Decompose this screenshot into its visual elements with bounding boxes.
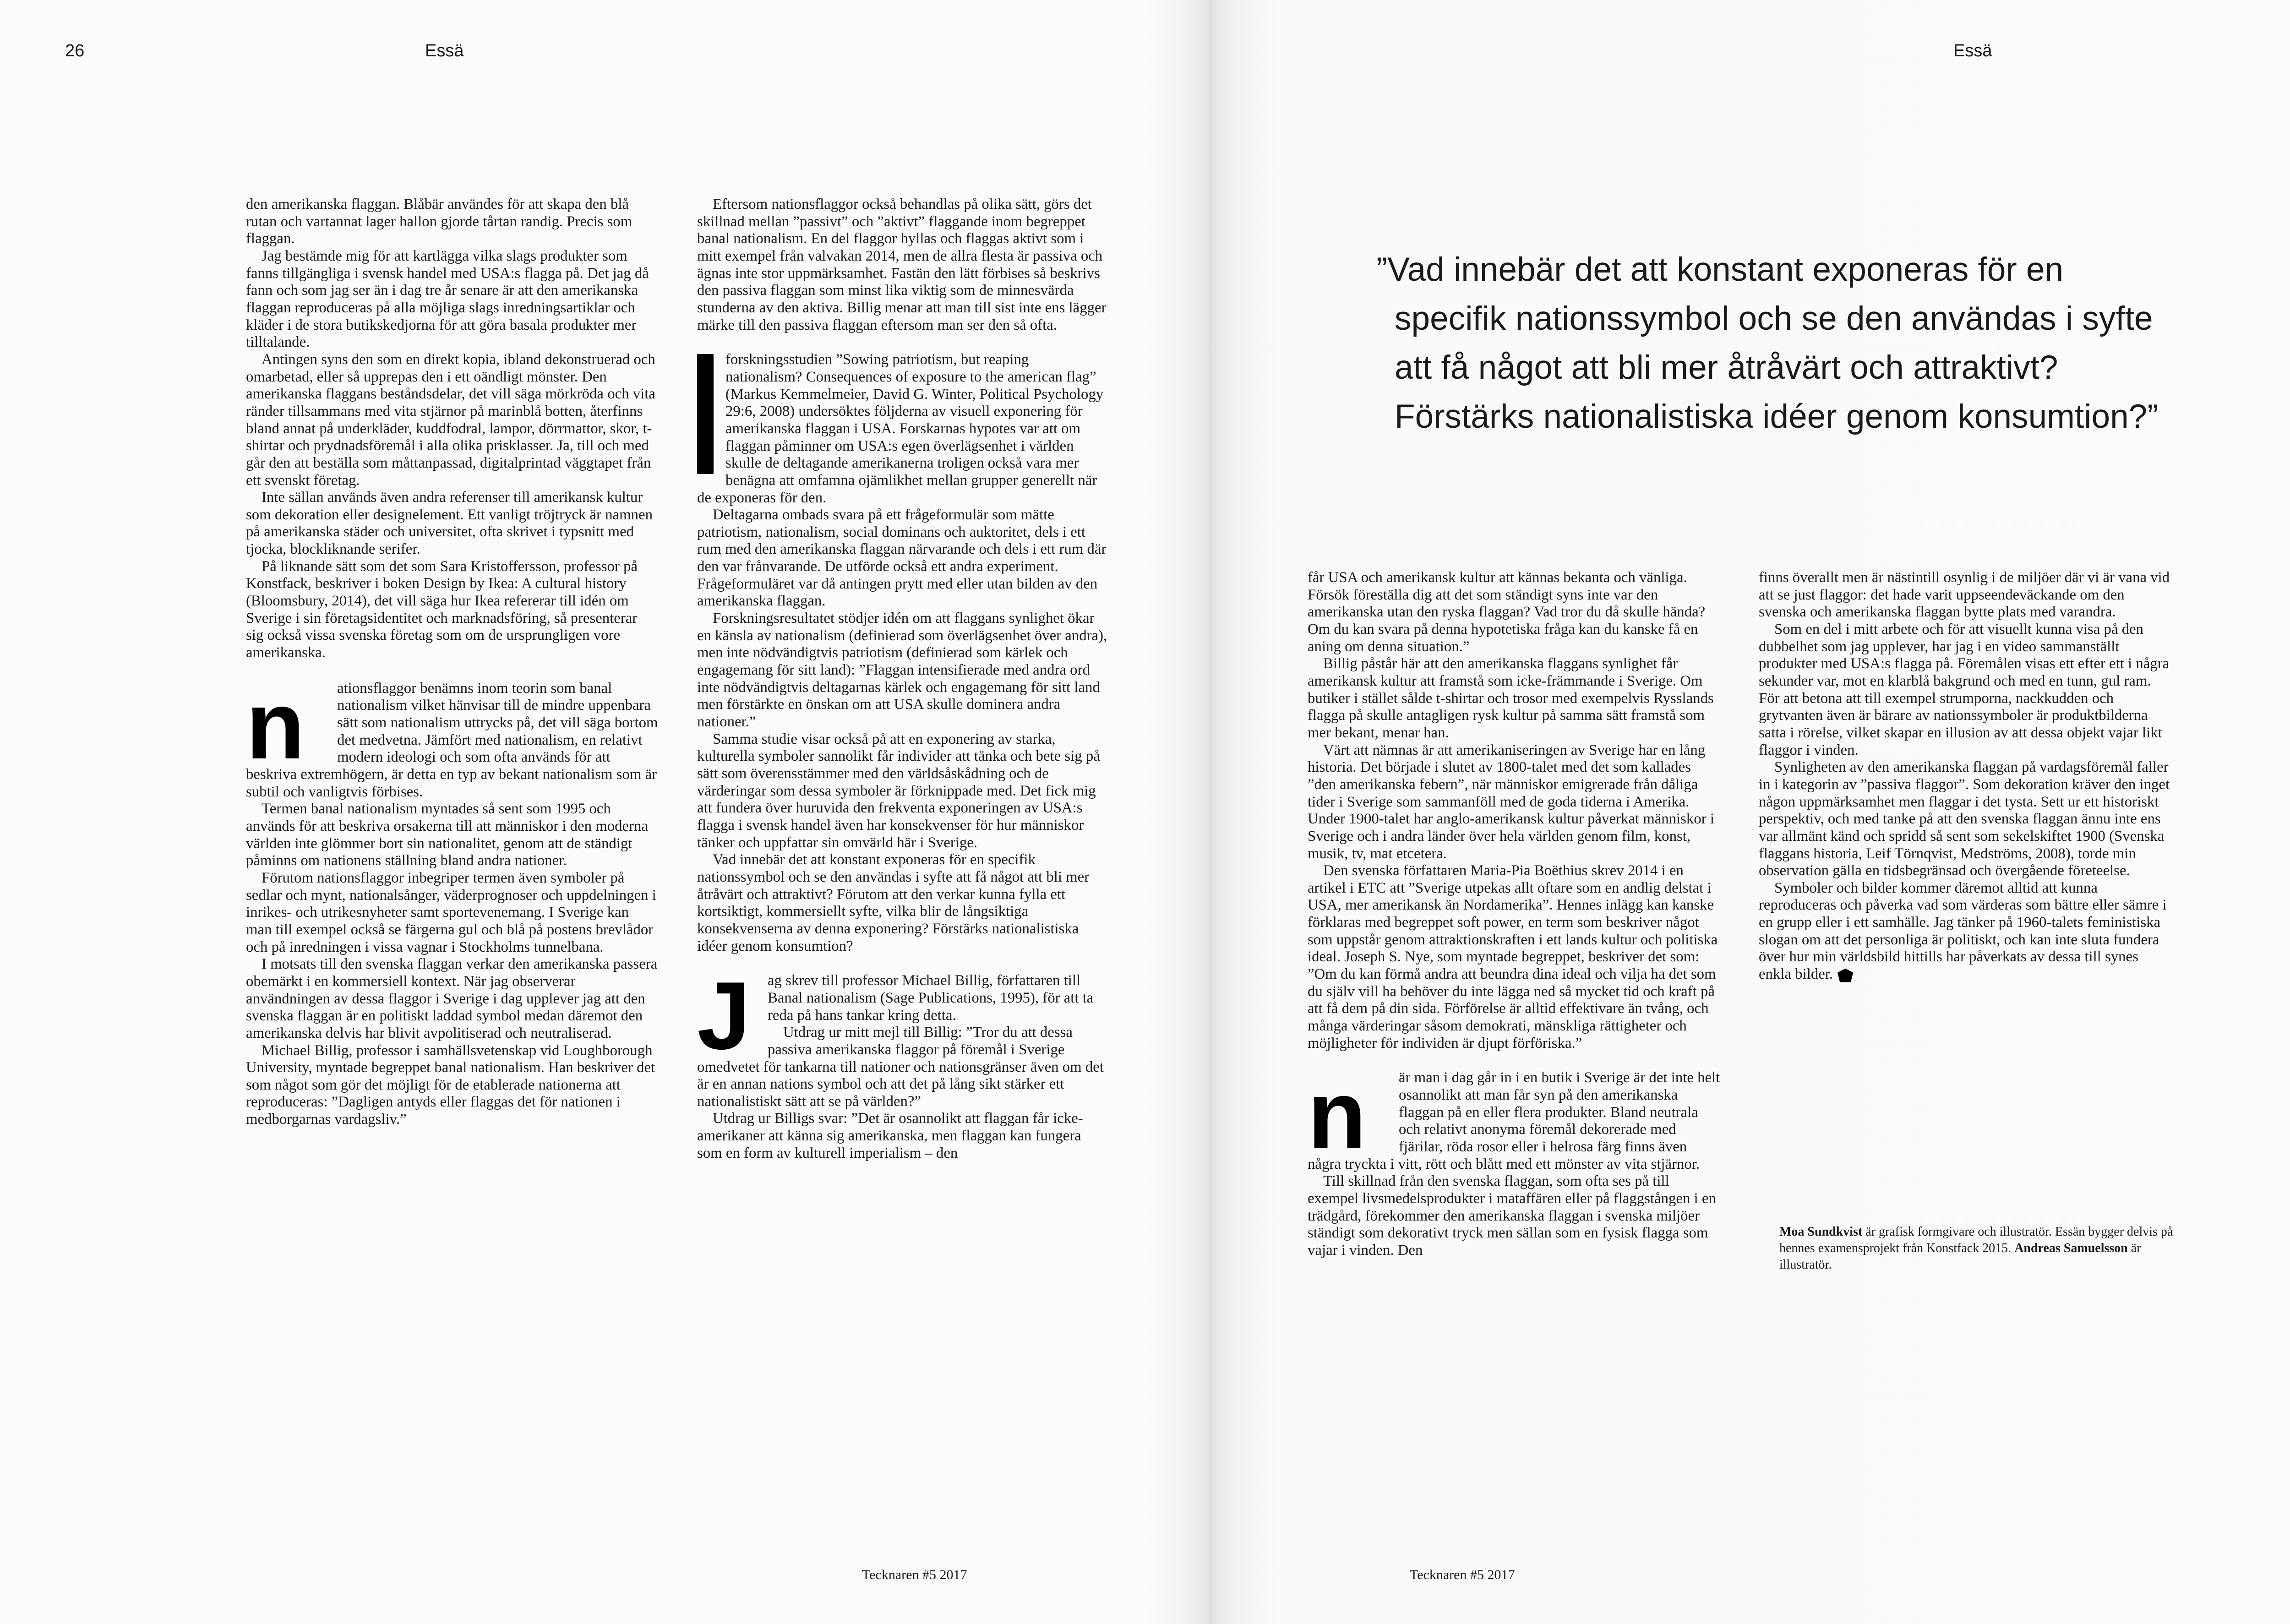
column-2-section-3 <box>697 962 1109 1162</box>
drop-cap-j: J <box>697 962 751 1070</box>
column-1-top <box>246 196 658 662</box>
paragraph: finns överallt men är nästintill osynlig i de miljöer där vi är vana vid att se just flaggor: det hade varit uppseendeväckande om den svenska och amerikanska flaggan bytte plats med varandra. <box>1759 569 2170 621</box>
drop-cap-n2: n <box>1308 1061 1367 1169</box>
paragraph: forskningsstudien ”Sowing patriotism, but reaping nationalism? Consequences of exposure to the american flag” (Markus Kemmelmeier, David G. Winter, Political Psychology 29:6, 2008) undersöktes följderna av visuell exponering för amerikanska flaggan i USA. Forskarnas hypotes var att om flaggan påminner om USA:s egen överlägsenhet i världen skulle de deltagande amerikanerna troligen också vara mer benägna att omfamna ojämlikhet mellan grupper generellt när de exponeras för den. <box>697 351 1104 506</box>
paragraph <box>1759 880 2173 983</box>
paragraph: Billig påstår här att den amerikanska flaggans synlighet får amerikansk kultur att framstå som icke-främmande i Sverige. Om butiker i stället sålde t-shirtar och trosor med exempelvis Rysslands flagga på skulle antagligen rysk kultur på samma sätt framstå som mer bekant, menar han. <box>1308 655 1714 741</box>
author-bio <box>1779 1224 2173 1273</box>
section-label-left: Essä <box>425 41 464 60</box>
paragraph: Inte sällan används även andra referenser till amerikansk kultur som dekoration eller designelement. Ett vanligt tröjtryck är namnen på amerikanska städer och universitet, ofta skrivet i typsnitt med tjocka, blockliknande serifer. <box>246 489 653 558</box>
paragraph: Antingen syns den som en direkt kopia, ibland dekonstruerad och omarbetad, eller så upprepas den i ett oändligt mönster. Den amerikanska flaggans beståndsdelar, det vill säga mörkröda och vita ränder tillsammans med vita stjärnor på marinblå botten, återfinns bland annat på underkläder, kuddfodral, lampor, dörrmattor, skor, t-shirtar och prydnadsföremål i alla olika prisklasser. Ja, till och med går den att beställa som måttanpassad, digitalprintad väggtapet från ett svenskt företag. <box>246 351 655 489</box>
column-3 <box>1308 569 1722 1259</box>
paragraph: Den svenska författaren Maria-Pia Boëthius skrev 2014 i en artikel i ETC att ”Sverige utpekas allt oftare som en andlig delstat i USA, mer amerikansk än Nordamerika”. Hennes inlägg kan kanske förklaras med begreppet soft power, en term som beskriver något som uppstår genom attraktionskraften i ett lands kultur och politiska ideal. Joseph S. Nye, som myntade begreppet, beskriver det som: ”Om du kan förmå andra att beundra dina ideal och vilja ha det som du själv vill ha behöver du inte lägga ned så mycket tid och kraft på att få dem på din sida. Förförelse är alltid effektivare än tvång, och många värderingar såsom demokrati, mänskliga rättigheter och möjligheter för individen är djupt förföriska.” <box>1308 862 1718 1052</box>
paragraph: ag skrev till professor Michael Billig, författaren till Banal nationalism (Sage Publications, 1995), för att ta reda på hans tankar kring detta. <box>768 972 1094 1024</box>
column-2-section-2 <box>697 351 1109 955</box>
page-number-left: 26 <box>65 41 85 60</box>
closing-paragraph-text: Symboler och bilder kommer däremot alltid att kunna reproduceras och påverka vad som värderas som bättre eller sämre i en grupp eller i ett samhälle. Jag tänker på 1960-talets feministiska slogan om att det personliga är politiskt, och kan inte sluta fundera över hur min världsbild hittills har påverkats av dessa till synes enkla bilder. <box>1759 879 2167 983</box>
paragraph: Forskningsresultatet stödjer idén om att flaggans synlighet ökar en känsla av nationalism (definierad som överlägsenhet över andra), men inte nödvändigtvis patriotism (definierad som kärlek och engagemang för sitt land): ”Flaggan intensifierade med andra ord inte nödvändigtvis deltagarnas kärlek och engagemang för sitt land men förstärkte en önskan om att USA skulle dominera andra nationer.” <box>697 610 1107 730</box>
column-3-section-2 <box>1308 1061 1722 1259</box>
footer-right: Tecknaren #5 2017 <box>1410 1567 1515 1582</box>
pull-quote-line: specifik nationssymbol och se den användas i syfte <box>1395 300 2153 337</box>
paragraph: Som en del i mitt arbete och för att visuellt kunna visa på den dubbelhet som jag upplever, har jag i en video sammanställt produkter med USA:s flagga på. Föremålen visas ett efter ett i några sekunder var, mot en klarblå bakgrund och med en tunn, gul ram. För att betona att till exempel strumporna, nackkudden och grytvanten även är bärare av nationssymboler är produktbilderna satta i rörelse, vilket skapar en illusion av att dessa objekt vajar likt flaggor i vinden. <box>1759 621 2170 758</box>
paragraph: Deltagarna ombads svara på ett frågeformulär som mätte patriotism, nationalism, social dominans och auktoritet, dels i ett rum med den amerikanska flaggan närvarande och dels i ett rum där den var frånvarande. De utförde också ett andra experiment. Frågeformuläret var då antingen prytt med eller utan bilden av den amerikanska flaggan. <box>697 507 1107 610</box>
paragraph: Vad innebär det att konstant exponeras för en specifik nationssymbol och se den användas i syfte att få något att bli mer åtråvärt och attraktivt? Förutom att den verkar kunna fylla ett kortsiktigt, kommersiellt syfte, vilka blir de långsiktiga konsekvenserna av denna exponering? Förstärks nationalistiska idéer genom konsumtion? <box>697 851 1090 954</box>
drop-cap-n: n <box>246 671 305 779</box>
author-description: är grafisk formgivare och illustratör. Essän bygger delvis på hennes examensprojekt från Konstfack 2015. <box>1779 1225 2173 1255</box>
paragraph: Michael Billig, professor i samhällsvetenskap vid Loughborough University, myntade begreppet banal nationalism. Han beskriver det som något som gör det möjligt för de etablerade nationerna att reproduceras: ”Dagligen antyds eller flaggas det för nationen i medborgarnas vardagsliv.” <box>246 1042 655 1128</box>
paragraph: På liknande sätt som det som Sara Kristoffersson, professor på Konstfack, beskriver i boken Design by Ikea: A cultural history (Bloomsbury, 2014), det vill säga hur Ikea refererar till idén om Sverige i sin företagsidentitet och marknadsföring, så presenterar sig också vissa svenska företag som om de ursprungligen vore amerikanska. <box>246 558 638 661</box>
footer-left: Tecknaren #5 2017 <box>862 1567 967 1582</box>
pull-quote-line: Förstärks nationalistiska idéer genom konsumtion?” <box>1395 398 2159 435</box>
paragraph: Eftersom nationsflaggor också behandlas på olika sätt, görs det skillnad mellan ”passivt” och ”aktivt” flaggande inom begreppet banal nationalism. En del flaggor hyllas och flaggas aktivt som i mitt exempel från valvakan 2014, men de allra flesta är passiva och ägnas inte stor uppmärksamhet. Fastän den lätt förbises så beskrivs den passiva flaggan som minst lika viktig som de minnesvärda stunderna av den aktiva. Billig menar att man till sist inte ens lägger märke till den passiva flaggan eftersom man ser den så ofta. <box>697 196 1107 333</box>
drop-cap-i <box>697 354 714 474</box>
pull-quote-line: ”Vad innebär det att konstant exponeras för en <box>1376 251 2064 288</box>
paragraph: Till skillnad från den svenska flaggan, som ofta ses på till exempel livsmedelsprodukter i mataffären eller på flaggstången i en trädgård, förekommer den amerikanska flaggan i svenska miljöer ständigt som dekorativt tryck men sällan som en fysisk flagga som vajar i vinden. Den <box>1308 1173 1716 1259</box>
paragraph: Samma studie visar också på att en exponering av starka, kulturella symboler sannolikt får individer att tänka och bete sig på sätt som överensstämmer med den världsåskådning och de värderingar som dessa symboler är förknippade med. Det fick mig att fundera över huruvida den frekventa exponeringen av USA:s flagga i svensk handel även har konsekvenser för hur människor tänker och uppfattar sin omvärld här i Sverige. <box>697 730 1100 851</box>
paragraph: ationsflaggor benämns inom teorin som banal nationalism vilket hänvisar till de mindre uppenbara sätt som nationalism uttrycks på, det vill säga bortom det medvetna. Jämfört med nationalism, en relativt modern ideologi och som ofta används för att beskriva extremhögern, är detta en typ av bekant nationalism som är subtil och vanligtvis förbises. <box>246 680 658 800</box>
column-1 <box>246 196 658 1128</box>
section-label-right: Essä <box>1953 41 1992 60</box>
column-1-section-2 <box>246 671 658 1128</box>
paragraph: Termen banal nationalism myntades så sent som 1995 och används för att beskriva orsakerna till att människor i den moderna världen inte glömmer bort sin nationalitet, genom att de ständigt påminns om nationens ställning bland andra nationer. <box>246 801 648 869</box>
paragraph: Utdrag ur mitt mejl till Billig: ”Tror du att dessa passiva amerikanska flaggor på föremål i Sverige omedvetet för tankarna till nationer och nationsgränser även om det är en annan nations symbol och att det på lång sikt stärker ett nationalistiskt sätt att se på världen?” <box>697 1024 1104 1110</box>
illustrator-description: är illustratör. <box>1779 1241 2141 1272</box>
end-mark-icon <box>1837 969 1853 982</box>
paragraph: Förutom nationsflaggor inbegriper termen även symboler på sedlar och mynt, nationalsånger, väderprognoser och uppdelningen i inrikes- och utrikesnyheter samt sportevenemang. I Sverige kan man till exempel också se färgerna gul och blå på postens brevlådor och på inredningen i vissa vagnar i Stockholms tunnelbana. <box>246 869 656 955</box>
column-2 <box>697 196 1109 1162</box>
paragraph: får USA och amerikansk kultur att kännas bekanta och vänliga. Försök föreställa dig att det som ständigt syns inte var den amerikanska utan den ryska flaggan? Vad tror du då skulle hända? Om du kan svara på denna hypotetiska fråga kan du kanske få en aning om denna situation.” <box>1308 569 1706 655</box>
pull-quote <box>1376 245 2290 441</box>
paragraph: Värt att nämnas är att amerikaniseringen av Sverige har en lång historia. Det började i slutet av 1800-talet med det som kallades ”den amerikanska febern”, när människor emigrerade från dåliga tider i Sverige som sammanföll med de goda tiderna i Amerika. Under 1900-talet har anglo-amerikansk kultur påverkat människor i Sverige och i andra länder över hela världen genom film, konst, musik, tv, mat etcetera. <box>1308 741 1714 862</box>
author-name: Moa Sundkvist <box>1779 1225 1863 1239</box>
paragraph: Jag bestämde mig för att kartlägga vilka slags produkter som fanns tillgängliga i svensk handel med USA:s flagga på. Det jag då fann och som jag ser än i dag tre år senare är att den amerikanska flaggan reproduceras på alla möjliga slags inredningsartiklar och kläder i de stora butikskedjorna för att göra basala produkter mer tilltalande. <box>246 247 649 351</box>
paragraph: Synligheten av den amerikanska flaggan på vardagsföremål faller in i kategorin av ”passiva flaggor”. Som dekoration kräver den inget någon uppmärksamhet men flaggar i det tysta. Sett ur ett historiskt perspektiv, och med tanke på att den svenska flaggan ännu inte ens var allmänt känd och spridd så sent som sekelskiftet 1900 (Svenska flaggans historia, Leif Törnqvist, Medströms, 2008), torde min observation gälla en tidsbegränsad och övergående företeelse. <box>1759 759 2170 879</box>
paragraph: den amerikanska flaggan. Blåbär användes för att skapa den blå rutan och vartannat lager hallon gjorde tårtan randig. Precis som flaggan. <box>246 196 632 247</box>
pull-quote-line: att få något att bli mer åtråvärt och attraktivt? <box>1395 349 2058 386</box>
illustrator-name: Andreas Samuelsson <box>2014 1241 2128 1255</box>
paragraph: är man i dag går in i en butik i Sverige är det inte helt osannolikt att man får syn på den amerikanska flaggan på en eller flera produkter. Bland neutrala och relativt anonyma föremål dekorerade med fjärilar, röda rosor eller i helrosa färg finns även några tryckta i vitt, rött och blått med ett mönster av vita stjärnor. <box>1308 1069 1720 1172</box>
column-4 <box>1759 569 2173 983</box>
paragraph: Utdrag ur Billigs svar: ”Det är osannolikt att flaggan får icke-amerikaner att känna sig amerikanska, men flaggan kan fungera som en form av kulturell imperialism – den <box>697 1110 1083 1161</box>
paragraph: I motsats till den svenska flaggan verkar den amerikanska passera obemärkt i en kommersiell kontext. När jag observerar användningen av dessa flaggor i Sverige i dag upplever jag att den svenska flaggan är en politiskt laddad symbol medan däremot den amerikanska delvis har blivit avpolitiserad och neutraliserad. <box>246 956 658 1041</box>
